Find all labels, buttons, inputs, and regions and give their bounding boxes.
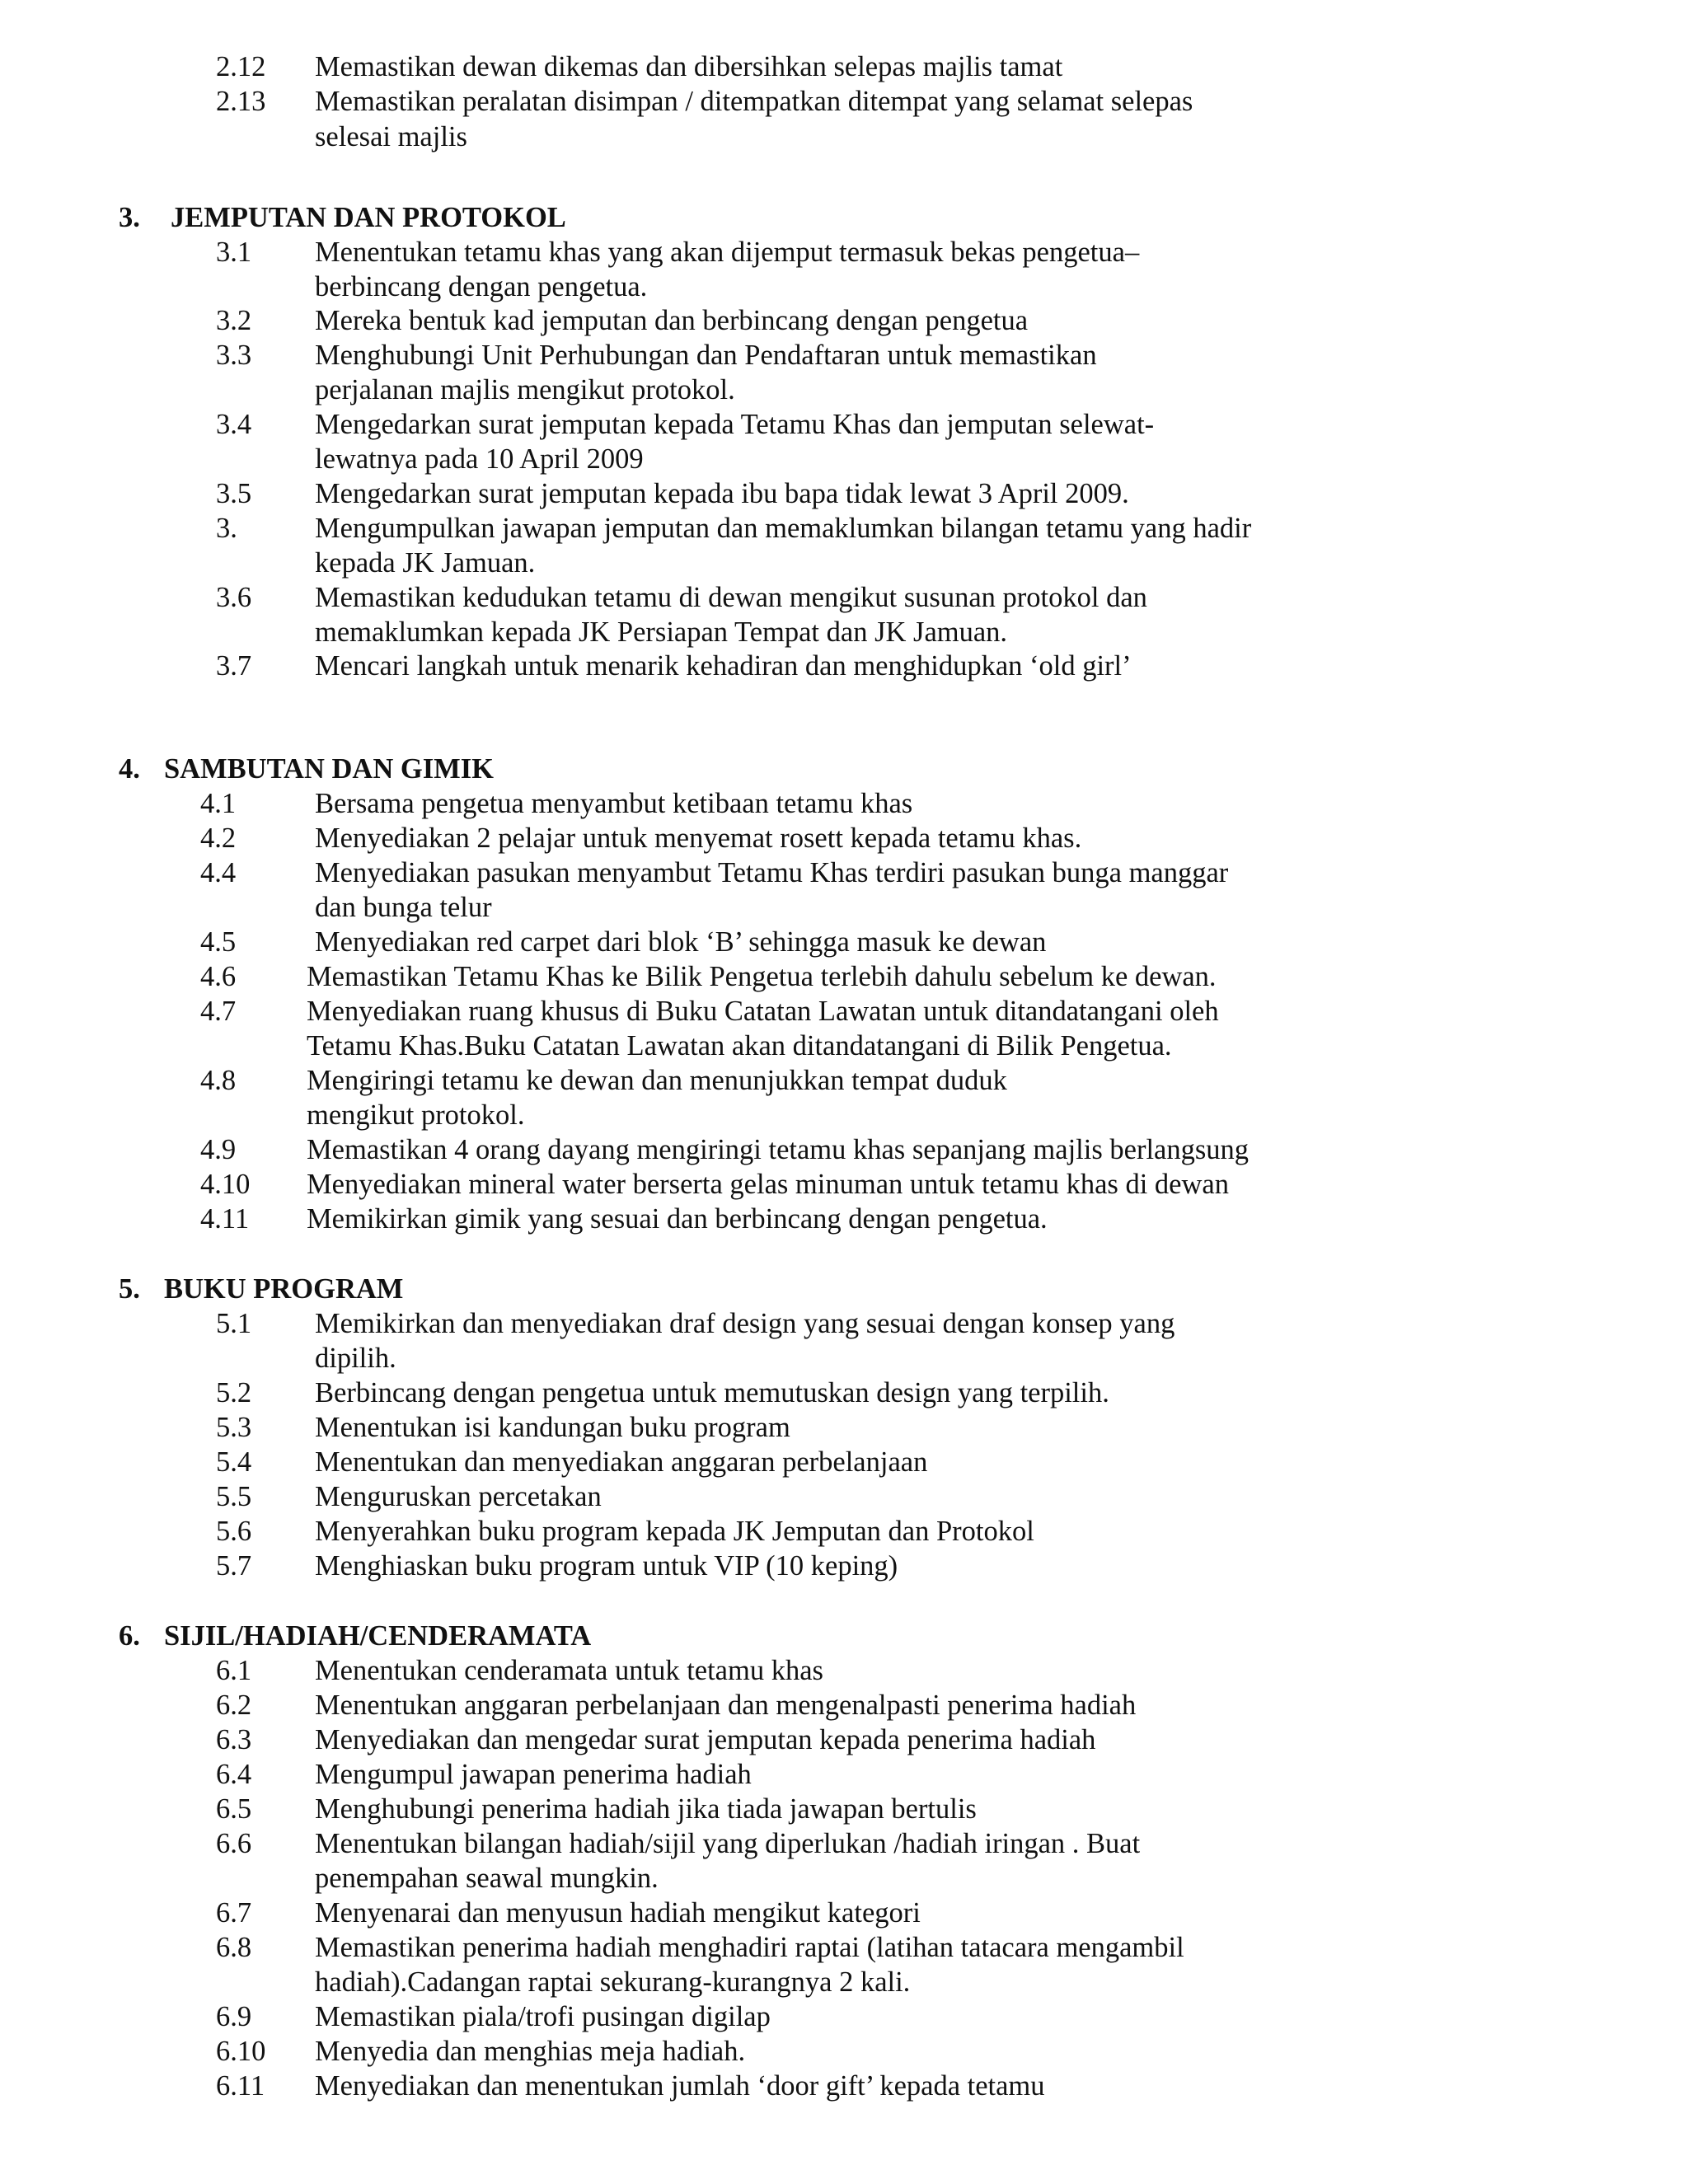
section-title: SIJIL/HADIAH/CENDERAMATA: [164, 1620, 592, 1652]
section-number: 4.: [119, 753, 140, 785]
section-title: JEMPUTAN DAN PROTOKOL: [171, 202, 566, 233]
list-item: [0, 649, 1688, 683]
item-number: 4.8: [200, 1065, 237, 1096]
list-item: [0, 407, 1688, 442]
item-text: mengikut protokol.: [307, 1099, 525, 1131]
item-number: 5.5: [216, 1481, 252, 1512]
list-item: [0, 2034, 1688, 2069]
item-text: Memastikan 4 orang dayang mengiringi tetamu khas sepanjang majlis berlangsung: [307, 1134, 1250, 1165]
list-item: [0, 1757, 1688, 1792]
item-text: Memastikan penerima hadiah menghadiri raptai (latihan tatacara mengambil: [315, 1932, 1184, 1963]
item-text: Menyediakan mineral water berserta gelas minuman untuk tetamu khas di dewan: [307, 1169, 1229, 1200]
item-text: Memikirkan gimik yang sesuai dan berbincang dengan pengetua.: [307, 1203, 1048, 1235]
item-number: 3.4: [216, 409, 252, 440]
list-item: [0, 338, 1688, 373]
item-number: 4.4: [200, 857, 237, 888]
item-text: Menentukan isi kandungan buku program: [315, 1412, 790, 1443]
list-item: [0, 1132, 1688, 1167]
item-number: 6.4: [216, 1759, 252, 1790]
item-text: Menghiaskan buku program untuk VIP (10 keping): [315, 1550, 898, 1582]
list-item-continuation: [0, 890, 1688, 925]
list-item: [0, 1410, 1688, 1445]
item-text: penempahan seawal mungkin.: [315, 1863, 659, 1894]
item-number: 6.5: [216, 1793, 252, 1825]
item-text: dan bunga telur: [315, 892, 492, 923]
item-number: 6.10: [216, 2036, 266, 2067]
list-item: [0, 1514, 1688, 1549]
item-number: 2.12: [216, 51, 266, 82]
section-heading: [119, 1619, 1273, 1653]
item-text: lewatnya pada 10 April 2009: [315, 443, 644, 475]
section-number: 5.: [119, 1273, 140, 1305]
item-number: 4.11: [200, 1203, 250, 1235]
item-text: Mencari langkah untuk menarik kehadiran dan menghidupkan ‘old girl’: [315, 650, 1132, 682]
list-item-continuation: [0, 1861, 1688, 1896]
item-number: 5.4: [216, 1446, 252, 1478]
item-text: Menyediakan 2 pelajar untuk menyemat rosett kepada tetamu khas.: [315, 823, 1082, 854]
item-number: 3.3: [216, 340, 252, 371]
item-text: selesai majlis: [315, 121, 467, 152]
item-text: Menyediakan dan mengedar surat jemputan kepada penerima hadiah: [315, 1724, 1096, 1755]
list-item: [0, 1896, 1688, 1930]
item-text: Menyediakan ruang khusus di Buku Catatan Lawatan untuk ditandatangani oleh: [307, 996, 1219, 1027]
section-title: BUKU PROGRAM: [164, 1273, 404, 1305]
list-item-continuation: [0, 442, 1688, 476]
item-number: 6.9: [216, 2001, 252, 2032]
item-text: Menyerahkan buku program kepada JK Jemputan dan Protokol: [315, 1516, 1034, 1547]
item-number: 4.10: [200, 1169, 251, 1200]
list-item: [0, 303, 1688, 338]
item-number: 6.6: [216, 1828, 252, 1859]
item-text: kepada JK Jamuan.: [315, 547, 536, 579]
list-item: [0, 1167, 1688, 1202]
item-text: Mengedarkan surat jemputan kepada ibu bapa tidak lewat 3 April 2009.: [315, 478, 1129, 509]
item-text: Menyenarai dan menyusun hadiah mengikut kategori: [315, 1897, 921, 1929]
section-number: 3.: [119, 202, 140, 233]
item-text: dipilih.: [315, 1343, 396, 1374]
list-item-continuation: [0, 615, 1688, 649]
item-text: Menyedia dan menghias meja hadiah.: [315, 2036, 746, 2067]
item-text: Tetamu Khas.Buku Catatan Lawatan akan ditandatangani di Bilik Pengetua.: [307, 1030, 1172, 1062]
list-item: [0, 49, 1688, 84]
item-text: Menentukan bilangan hadiah/sijil yang diperlukan /hadiah iringan . Buat: [315, 1828, 1141, 1859]
list-item: [0, 959, 1688, 994]
item-text: Mereka bentuk kad jemputan dan berbincang dengan pengetua: [315, 305, 1029, 336]
item-number: 3.1: [216, 237, 252, 268]
item-number: 6.2: [216, 1690, 252, 1721]
list-item: [0, 2069, 1688, 2103]
item-text: Berbincang dengan pengetua untuk memutuskan design yang terpilih.: [315, 1377, 1109, 1408]
item-text: Mengedarkan surat jemputan kepada Tetamu Khas dan jemputan selewat-: [315, 409, 1155, 440]
item-text: Memastikan Tetamu Khas ke Bilik Pengetua terlebih dahulu sebelum ke dewan.: [307, 961, 1217, 992]
item-number: 4.6: [200, 961, 237, 992]
item-number: 2.13: [216, 86, 266, 117]
list-item: [0, 1306, 1688, 1341]
list-item: [0, 1063, 1688, 1098]
item-number: 3.: [216, 513, 237, 544]
list-item: [0, 580, 1688, 615]
list-item-continuation: [0, 546, 1688, 580]
item-number: 6.11: [216, 2070, 265, 2102]
item-text: Memastikan piala/trofi pusingan digilap: [315, 2001, 771, 2032]
list-item: [0, 1688, 1688, 1722]
section-heading: [119, 752, 1273, 786]
item-text: Menentukan dan menyediakan anggaran perbelanjaan: [315, 1446, 928, 1478]
item-text: Menguruskan percetakan: [315, 1481, 602, 1512]
list-item: [0, 925, 1688, 959]
item-text: Bersama pengetua menyambut ketibaan tetamu khas: [315, 788, 913, 819]
list-item-continuation: [0, 1029, 1688, 1063]
list-item: [0, 1479, 1688, 1514]
list-item: [0, 511, 1688, 546]
section-heading: [119, 1272, 1273, 1306]
list-item-continuation: [0, 373, 1688, 407]
item-number: 6.7: [216, 1897, 252, 1929]
item-text: Memastikan peralatan disimpan / ditempatkan ditempat yang selamat selepas: [315, 86, 1193, 117]
section-number: 6.: [119, 1620, 140, 1652]
item-text: Mengiringi tetamu ke dewan dan menunjukkan tempat duduk: [307, 1065, 1007, 1096]
list-item-continuation: [0, 269, 1688, 304]
item-number: 5.3: [216, 1412, 252, 1443]
item-text: Menentukan cenderamata untuk tetamu khas: [315, 1655, 823, 1686]
item-number: 6.8: [216, 1932, 252, 1963]
item-text: memaklumkan kepada JK Persiapan Tempat dan JK Jamuan.: [315, 616, 1008, 648]
item-text: berbincang dengan pengetua.: [315, 271, 648, 302]
item-text: Menentukan anggaran perbelanjaan dan mengenalpasti penerima hadiah: [315, 1690, 1137, 1721]
list-item: [0, 1202, 1688, 1236]
item-text: Memastikan kedudukan tetamu di dewan mengikut susunan protokol dan: [315, 582, 1147, 613]
list-item: [0, 855, 1688, 890]
list-item: [0, 1722, 1688, 1757]
list-item-continuation: [0, 1965, 1688, 1999]
item-text: hadiah).Cadangan raptai sekurang-kurangnya 2 kali.: [315, 1966, 911, 1998]
list-item: [0, 994, 1688, 1029]
item-number: 3.2: [216, 305, 252, 336]
item-number: 5.6: [216, 1516, 252, 1547]
item-text: perjalanan majlis mengikut protokol.: [315, 374, 735, 405]
item-text: Memikirkan dan menyediakan draf design yang sesuai dengan konsep yang: [315, 1308, 1175, 1339]
item-number: 3.7: [216, 650, 252, 682]
section-heading: [119, 200, 1273, 235]
list-item: [0, 821, 1688, 855]
section-title: SAMBUTAN DAN GIMIK: [164, 753, 494, 785]
item-text: Mengumpulkan jawapan jemputan dan memaklumkan bilangan tetamu yang hadir: [315, 513, 1252, 544]
item-number: 4.5: [200, 926, 237, 958]
list-item-continuation: [0, 120, 1688, 154]
list-item: [0, 1999, 1688, 2034]
list-item: [0, 476, 1688, 511]
item-number: 3.6: [216, 582, 252, 613]
list-item: [0, 1792, 1688, 1826]
item-number: 5.1: [216, 1308, 252, 1339]
item-number: 6.3: [216, 1724, 252, 1755]
list-item: [0, 235, 1688, 269]
list-item: [0, 1826, 1688, 1861]
item-number: 4.1: [200, 788, 237, 819]
list-item: [0, 786, 1688, 821]
item-number: 5.7: [216, 1550, 252, 1582]
item-text: Menghubungi penerima hadiah jika tiada jawapan bertulis: [315, 1793, 977, 1825]
item-text: Menghubungi Unit Perhubungan dan Pendaftaran untuk memastikan: [315, 340, 1097, 371]
item-text: Menyediakan red carpet dari blok ‘B’ sehingga masuk ke dewan: [315, 926, 1047, 958]
item-number: 4.7: [200, 996, 237, 1027]
list-item: [0, 1549, 1688, 1583]
list-item: [0, 1376, 1688, 1410]
list-item-continuation: [0, 1341, 1688, 1376]
list-item-continuation: [0, 1098, 1688, 1132]
item-text: Memastikan dewan dikemas dan dibersihkan selepas majlis tamat: [315, 51, 1063, 82]
item-number: 5.2: [216, 1377, 252, 1408]
item-text: Menyediakan pasukan menyambut Tetamu Khas terdiri pasukan bunga manggar: [315, 857, 1229, 888]
item-number: 3.5: [216, 478, 252, 509]
item-text: Mengumpul jawapan penerima hadiah: [315, 1759, 752, 1790]
item-number: 4.9: [200, 1134, 237, 1165]
item-number: 6.1: [216, 1655, 252, 1686]
item-number: 4.2: [200, 823, 237, 854]
list-item: [0, 84, 1688, 119]
item-text: Menyediakan dan menentukan jumlah ‘door gift’ kepada tetamu: [315, 2070, 1045, 2102]
item-text: Menentukan tetamu khas yang akan dijemput termasuk bekas pengetua–: [315, 237, 1140, 268]
list-item: [0, 1930, 1688, 1965]
list-item: [0, 1653, 1688, 1688]
list-item: [0, 1445, 1688, 1479]
